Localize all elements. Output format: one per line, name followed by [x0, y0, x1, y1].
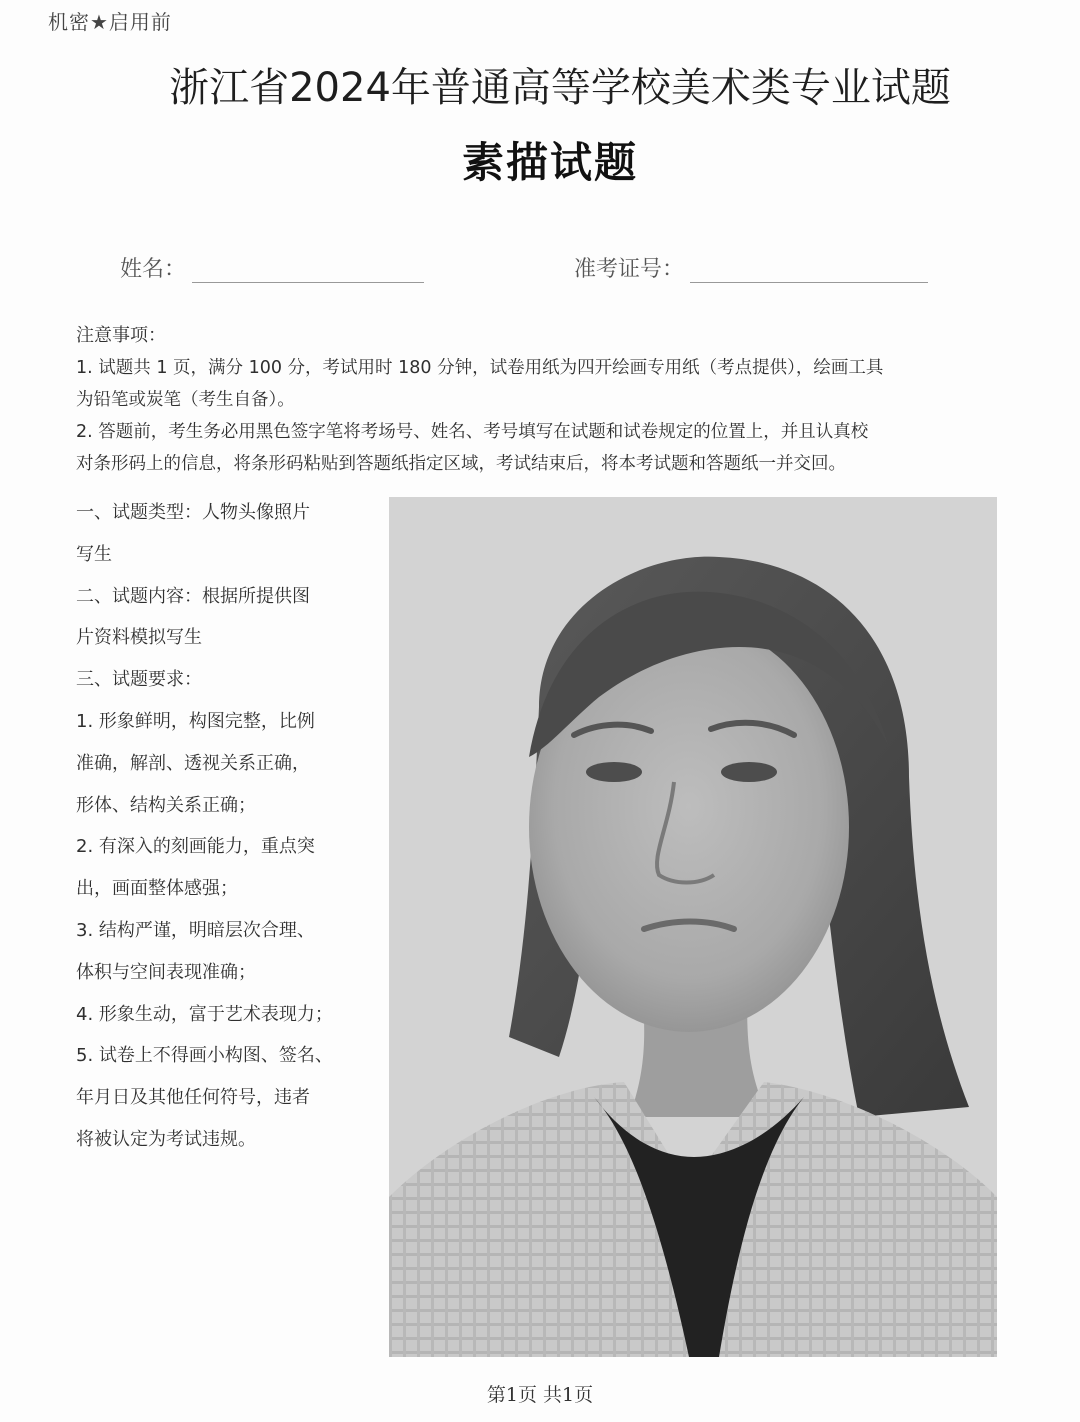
page-number: 第1页 共1页 — [486, 1384, 594, 1406]
requirement-line: 1. 形象鲜明，构图完整，比例 — [76, 710, 315, 732]
requirement-line: 三、试题要求： — [76, 669, 202, 691]
requirement-line: 出，画面整体感强； — [76, 878, 238, 900]
notes-line: 对条形码上的信息，将条形码粘贴到答题纸指定区域，考试结束后，将本考试题和答题纸一并交回。 — [76, 454, 846, 474]
requirement-line: 二、试题内容：根据所提供图 — [76, 585, 310, 607]
requirement-line: 体积与空间表现准确； — [76, 961, 256, 983]
portrait-photo — [389, 497, 997, 1357]
requirement-line: 形体、结构关系正确； — [76, 794, 256, 816]
exam-subtitle: 素描试题 — [461, 138, 638, 187]
requirement-line: 年月日及其他任何符号，违者 — [76, 1087, 310, 1109]
requirement-line: 准确，解剖、透视关系正确， — [76, 752, 310, 774]
requirement-line: 5. 试卷上不得画小构图、签名、 — [76, 1045, 333, 1067]
requirements-section — [76, 492, 366, 1161]
requirement-line: 3. 结构严谨，明暗层次合理、 — [76, 919, 315, 941]
exam-id-label: 准考证号： — [574, 257, 685, 282]
notes-section — [76, 320, 1036, 480]
exam-id-field — [574, 252, 928, 283]
requirement-line: 2. 有深入的刻画能力，重点突 — [76, 836, 315, 858]
notes-line: 1. 试题共 1 页，满分 100 分，考试用时 180 分钟，试卷用纸为四开绘画专用纸（考点提供），绘画工具 — [76, 358, 884, 378]
name-field — [120, 252, 424, 283]
notes-heading: 注意事项： — [76, 325, 166, 346]
requirement-line: 写生 — [76, 543, 112, 565]
requirement-line: 将被认定为考试违规。 — [76, 1128, 256, 1150]
requirement-line: 4. 形象生动，富于艺术表现力； — [76, 1003, 333, 1025]
notes-line: 2. 答题前，考生务必用黑色签字笔将考场号、姓名、考号填写在试题和试卷规定的位置上，并且认真校 — [76, 422, 869, 442]
exam-title: 浙江省2024年普通高等学校美术类专业试题 — [169, 65, 951, 111]
name-blank-line — [192, 258, 424, 283]
requirement-line: 一、试题类型：人物头像照片 — [76, 502, 310, 523]
name-label: 姓名： — [120, 257, 187, 282]
notes-line: 为铅笔或炭笔（考生自备）。 — [76, 390, 295, 410]
portrait-illustration — [389, 497, 997, 1357]
confidential-mark: 机密★启用前 — [48, 10, 172, 34]
exam-id-blank-line — [690, 258, 928, 283]
requirement-line: 片资料模拟写生 — [76, 627, 202, 649]
